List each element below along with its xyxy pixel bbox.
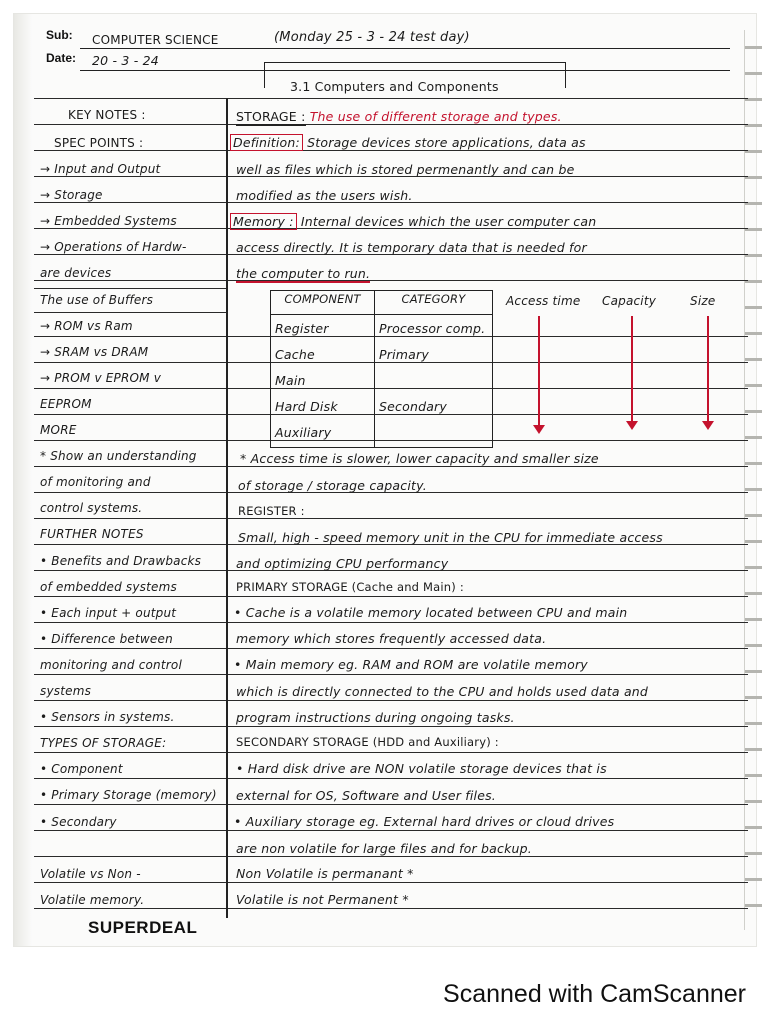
left-note-item: • Primary Storage (memory) [40, 788, 217, 803]
left-note-item: → ROM vs Ram [40, 318, 133, 333]
ruled-line [34, 288, 228, 289]
spec-points-heading: SPEC POINTS : [54, 136, 144, 150]
left-note-item: are devices [40, 266, 112, 281]
ruled-line [34, 596, 748, 597]
test-note: (Monday 25 - 3 - 24 test day) [274, 30, 470, 45]
ruled-line [34, 124, 748, 125]
ruled-line [34, 648, 748, 649]
storage-title: The use of different storage and types. [309, 109, 562, 124]
category-item: Processor comp. [379, 321, 486, 336]
left-note-item: EEPROM [40, 396, 92, 411]
left-note-item: • Benefits and Drawbacks [40, 553, 202, 568]
register-text-1: Small, high - speed memory unit in the CPU for immediate access [238, 530, 663, 545]
component-item: Auxiliary [275, 425, 332, 440]
component-cell [271, 315, 375, 448]
table-header-category: CATEGORY [375, 291, 493, 315]
left-note-item: → Storage [40, 188, 103, 203]
margin-line [226, 98, 228, 918]
main-memory-text-3: program instructions during ongoing tasks. [236, 710, 515, 725]
hdd-text-1: • Hard disk drive are NON volatile storage devices that is [236, 761, 607, 776]
primary-storage-heading: PRIMARY STORAGE (Cache and Main) : [236, 580, 464, 594]
left-note-item: Volatile memory. [40, 892, 145, 907]
left-note-item: • Difference between [40, 631, 173, 646]
ruled-line [34, 312, 228, 313]
left-note-item: • Sensors in systems. [40, 710, 175, 725]
left-note-item: • Component [40, 762, 123, 777]
brand-logo: SUPERDEAL [88, 918, 198, 937]
star-note-2: of storage / storage capacity. [238, 478, 427, 493]
ruled-line [34, 856, 748, 857]
ruled-line [34, 908, 748, 909]
section-title: 3.1 Computers and Components [290, 79, 499, 94]
register-text-2: and optimizing CPU performancy [236, 556, 449, 571]
arrow-label-capacity: Capacity [602, 294, 657, 308]
page-binding [14, 14, 32, 946]
memory-label: Memory : [230, 213, 297, 230]
left-note-item: • Each input + output [40, 605, 177, 620]
non-volatile-note: Non Volatile is permanant * [236, 866, 414, 881]
table-header-component: COMPONENT [271, 291, 375, 315]
down-arrow-size [707, 316, 709, 428]
ruled-line [34, 98, 748, 99]
ruled-line [34, 882, 748, 883]
component-item: Main [275, 373, 306, 388]
left-note-item: The use of Buffers [40, 292, 154, 307]
cache-text-1: • Cache is a volatile memory located between CPU and main [234, 605, 628, 620]
component-item: Register [275, 321, 329, 336]
definition-label: Definition: [230, 134, 303, 151]
memory-text-2: access directly. It is temporary data that is needed for [236, 240, 587, 255]
arrow-label-size: Size [690, 294, 716, 308]
spiral-binding [744, 30, 762, 930]
left-note-item: control systems. [40, 501, 143, 516]
ruled-line [34, 150, 748, 151]
category-cell [375, 315, 493, 448]
memory-text-3: the computer to run. [236, 266, 371, 281]
key-notes-heading: KEY NOTES : [68, 108, 146, 122]
memory-text-1: Internal devices which the user computer can [300, 214, 597, 229]
definition-text-2: well as files which is stored permenantly and can be [236, 162, 575, 177]
ruled-line [34, 752, 748, 753]
storage-component-table [270, 290, 493, 448]
main-memory-text-2: which is directly connected to the CPU and holds used data and [236, 684, 649, 699]
category-item: Secondary [379, 399, 447, 414]
definition-text-3: modified as the users wish. [236, 188, 413, 203]
ruled-line [34, 674, 748, 675]
left-note-item: • Secondary [40, 814, 117, 829]
date-label: Date: [46, 51, 77, 65]
cache-text-2: memory which stores frequently accessed data. [236, 631, 547, 646]
star-note-1: * Access time is slower, lower capacity and smaller size [240, 451, 599, 466]
hdd-text-2: external for OS, Software and User files. [236, 788, 496, 803]
definition-line-1 [230, 135, 586, 150]
left-note-item: MORE [40, 423, 77, 437]
ruled-line [34, 778, 748, 779]
left-note-item: → SRAM vs DRAM [40, 344, 149, 359]
left-note-item: of embedded systems [40, 579, 177, 594]
definition-text-1: Storage devices store applications, data as [307, 135, 586, 150]
ruled-line [34, 622, 748, 623]
left-note-item: → Operations of Hardw- [40, 240, 187, 255]
ruled-line [34, 518, 748, 519]
category-item [379, 368, 488, 394]
down-arrow-capacity [631, 316, 633, 428]
storage-title-line [236, 109, 562, 124]
category-item [379, 420, 488, 446]
component-item: Cache [275, 347, 315, 362]
auxiliary-text-2: are non volatile for large files and for backup. [236, 841, 532, 856]
volatile-note: Volatile is not Permanent * [236, 892, 409, 907]
left-note-item: systems [40, 684, 92, 698]
left-note-item: monitoring and control [40, 657, 182, 672]
register-heading: REGISTER : [238, 504, 305, 518]
subject: COMPUTER SCIENCE [92, 33, 219, 47]
left-note-item: → Input and Output [40, 162, 161, 176]
left-note-item: Volatile vs Non - [40, 866, 141, 881]
left-note-item: TYPES OF STORAGE: [40, 736, 167, 751]
date: 20 - 3 - 24 [92, 53, 159, 68]
left-note-item: → Embedded Systems [40, 214, 177, 229]
arrow-label-access-time: Access time [506, 294, 581, 308]
camscanner-watermark: Scanned with CamScanner [443, 980, 746, 1008]
left-note-item: * Show an understanding [40, 449, 197, 464]
storage-label: STORAGE : [236, 109, 306, 124]
left-note-item: of monitoring and [40, 475, 151, 490]
main-memory-text-1: • Main memory eg. RAM and ROM are volatile memory [234, 657, 588, 672]
left-note-item: FURTHER NOTES [40, 527, 144, 542]
ruled-line [34, 280, 748, 281]
ruled-line [34, 700, 748, 701]
auxiliary-text-1: • Auxiliary storage eg. External hard drives or cloud drives [234, 814, 615, 829]
sub-label: Sub: [46, 28, 73, 42]
ruled-line [34, 804, 748, 805]
component-item: Hard Disk [275, 399, 338, 414]
secondary-storage-heading: SECONDARY STORAGE (HDD and Auxiliary) : [236, 735, 499, 749]
memory-line-1 [230, 214, 596, 229]
left-note-item: → PROM v EPROM v [40, 370, 162, 385]
ruled-line [34, 726, 748, 727]
ruled-line [34, 830, 748, 831]
down-arrow-access-time [538, 316, 540, 432]
ruled-line [34, 466, 748, 467]
category-item: Primary [379, 347, 429, 362]
sub-underline [80, 48, 730, 49]
